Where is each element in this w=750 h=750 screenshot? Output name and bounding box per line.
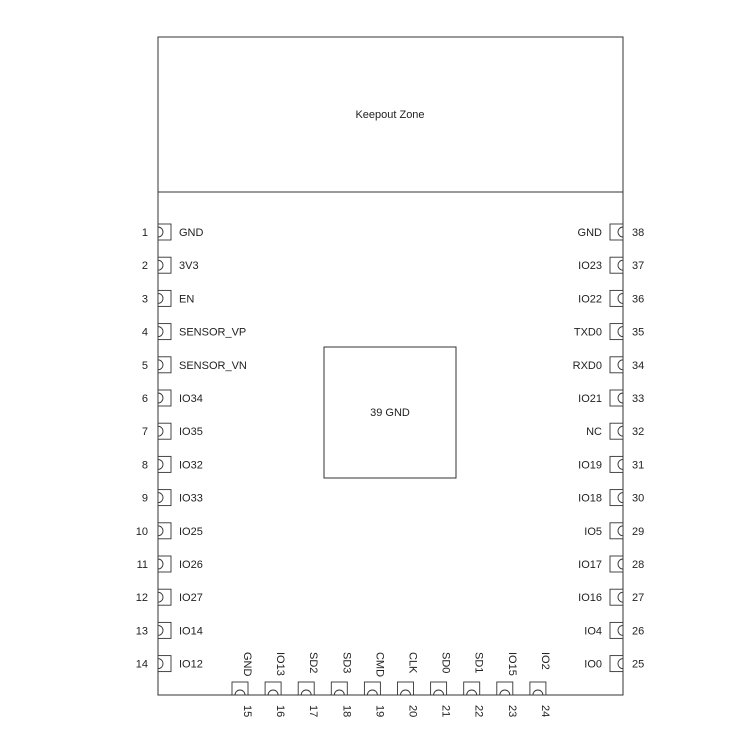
pin-number: 27 <box>632 592 645 605</box>
pin-18 <box>331 652 352 717</box>
pin-name: IO18 <box>578 492 602 505</box>
pin-pad <box>158 490 171 506</box>
pin-name: IO5 <box>584 525 602 538</box>
pin-25 <box>584 656 644 672</box>
pin-pad <box>265 682 281 695</box>
pin-number: 5 <box>141 359 148 372</box>
pin-number: 16 <box>274 705 287 718</box>
pin-5 <box>142 357 247 373</box>
pin-name: IO2 <box>538 652 551 670</box>
pin-38 <box>578 224 645 240</box>
pin-number: 38 <box>632 227 645 239</box>
pin-pad <box>398 682 414 695</box>
pin-number: 36 <box>632 293 645 306</box>
pin-name: IO14 <box>179 625 203 638</box>
pin-12 <box>136 589 203 605</box>
pin-name: GND <box>241 652 253 677</box>
pin-26 <box>584 622 644 638</box>
pin-number: 18 <box>340 705 353 718</box>
pin-pad <box>497 682 513 695</box>
pin-22 <box>464 652 485 717</box>
pin-9 <box>142 490 203 506</box>
pin-pad <box>610 357 623 373</box>
pin-number: 32 <box>632 426 645 439</box>
pin-number: 1 <box>141 227 148 239</box>
pin-name: 3V3 <box>179 260 199 273</box>
pin-number: 13 <box>135 625 148 638</box>
pin-name: SD0 <box>439 652 452 674</box>
pin-number: 4 <box>141 326 148 339</box>
pin-name: IO12 <box>179 658 203 671</box>
pin-name: IO19 <box>578 459 602 472</box>
pin-name: IO32 <box>179 459 203 472</box>
pin-36 <box>578 290 644 306</box>
pin-pad <box>530 682 546 695</box>
pin-name: IO33 <box>179 492 203 505</box>
pin-number: 23 <box>505 705 518 718</box>
pin-number: 11 <box>136 559 148 571</box>
pin-name: IO21 <box>578 393 602 405</box>
pin-name: IO27 <box>179 592 203 605</box>
pin-pad <box>158 656 171 672</box>
pin-pad <box>158 589 171 605</box>
pin-32 <box>586 423 644 439</box>
pin-pad <box>610 556 623 572</box>
pin-number: 26 <box>632 625 645 638</box>
pin-pad <box>610 456 623 472</box>
pin-number: 22 <box>472 705 485 718</box>
pin-name: IO16 <box>578 592 602 605</box>
pin-37 <box>578 257 644 273</box>
pin-name: CLK <box>406 652 419 674</box>
pin-pad <box>364 682 380 695</box>
pin-pad <box>158 622 171 638</box>
pin-pad <box>158 423 171 439</box>
pin-17 <box>298 652 319 717</box>
pin-name: IO34 <box>179 393 203 405</box>
pin-number: 30 <box>632 492 645 505</box>
pin-pad <box>610 589 623 605</box>
pin-33 <box>578 390 644 406</box>
pin-pad <box>431 682 447 695</box>
pin-number: 10 <box>135 525 148 538</box>
pin-name: GND <box>577 227 602 239</box>
pin-pad <box>298 682 314 695</box>
pin-30 <box>578 490 644 506</box>
pin-number: 8 <box>141 459 148 472</box>
right-pin-column <box>573 224 645 672</box>
pin-28 <box>578 556 644 572</box>
pin-name: IO13 <box>274 652 287 676</box>
pin-name: IO0 <box>584 658 602 671</box>
pin-number: 7 <box>141 426 148 439</box>
pin-name: IO23 <box>578 260 602 273</box>
pin-pad <box>158 390 171 406</box>
pin-pad <box>610 423 623 439</box>
pin-number: 31 <box>632 459 645 472</box>
pin-13 <box>136 622 203 638</box>
pin-name: IO26 <box>179 559 203 571</box>
pin-pad <box>610 656 623 672</box>
pin-name: SENSOR_VN <box>179 359 247 372</box>
pin-pad <box>232 682 248 695</box>
pin-number: 14 <box>135 658 148 671</box>
pin-pad <box>331 682 347 695</box>
pin-number: 35 <box>632 326 645 339</box>
pin-pad <box>464 682 480 695</box>
pin-29 <box>584 523 644 539</box>
pin-number: 33 <box>632 393 645 405</box>
pin-10 <box>136 523 203 539</box>
pin-pad <box>158 456 171 472</box>
pin-name: SD1 <box>472 652 485 674</box>
pin-16 <box>265 652 286 717</box>
pin-14 <box>136 656 203 672</box>
pin-pad <box>610 257 623 273</box>
pin-number: 12 <box>135 592 148 605</box>
pin-name: SD2 <box>307 652 320 674</box>
pin-pad <box>610 523 623 539</box>
pin-name: EN <box>179 293 195 306</box>
pin-pad <box>158 257 171 273</box>
pin-31 <box>578 456 644 472</box>
pin-name: CMD <box>373 652 386 678</box>
pin-1 <box>142 224 204 240</box>
pin-21 <box>431 652 452 717</box>
pin-number: 20 <box>406 705 419 718</box>
pin-pad <box>158 290 171 306</box>
pin-pad <box>610 622 623 638</box>
pin-8 <box>142 456 203 472</box>
pin-number: 2 <box>141 260 148 273</box>
keepout-zone-label: Keepout Zone <box>355 109 425 121</box>
pin-name: IO17 <box>578 559 602 571</box>
pin-pad <box>158 324 171 340</box>
pin-34 <box>573 357 645 373</box>
pin-name: RXD0 <box>572 359 602 372</box>
pin-number: 24 <box>538 705 551 718</box>
pin-20 <box>398 652 419 717</box>
pin-number: 15 <box>241 705 253 718</box>
pin-name: NC <box>586 426 602 439</box>
pin-name: SENSOR_VP <box>179 326 247 339</box>
pin-number: 34 <box>632 359 645 372</box>
pin-pad <box>158 357 171 373</box>
pin-name: IO4 <box>584 625 602 638</box>
pin-6 <box>142 390 203 406</box>
pin-number: 19 <box>373 705 386 718</box>
pin-7 <box>142 423 203 439</box>
pin-name: TXD0 <box>573 326 602 339</box>
pin-name: IO15 <box>505 652 518 676</box>
pin-27 <box>578 589 644 605</box>
pin-pad <box>610 224 623 240</box>
pin-pad <box>158 224 171 240</box>
pin-name: IO22 <box>578 293 602 306</box>
pin-24 <box>530 652 551 717</box>
pin-name: GND <box>179 227 204 239</box>
pin-number: 25 <box>632 658 645 671</box>
pin-15 <box>232 652 253 717</box>
pin-pad <box>158 523 171 539</box>
pin-number: 28 <box>632 559 645 571</box>
pin-name: IO25 <box>179 525 203 538</box>
pin-number: 37 <box>632 260 645 273</box>
pin-number: 21 <box>439 705 452 718</box>
pin-pad <box>610 290 623 306</box>
pin-number: 9 <box>141 492 148 505</box>
pin-name: SD3 <box>340 652 353 674</box>
pin-pad <box>610 390 623 406</box>
pin-11 <box>137 556 203 572</box>
pin-pad <box>158 556 171 572</box>
pin-number: 3 <box>141 293 148 306</box>
left-pin-column <box>136 224 247 672</box>
pin-name: IO35 <box>179 426 203 439</box>
pin-pad <box>610 490 623 506</box>
center-pad-label: 39 GND <box>370 407 410 419</box>
pin-number: 6 <box>141 393 148 405</box>
pin-number: 17 <box>307 705 320 718</box>
pin-35 <box>574 324 644 340</box>
pin-19 <box>364 652 385 717</box>
bottom-pin-row <box>232 652 551 717</box>
pin-3 <box>142 290 194 306</box>
pin-number: 29 <box>632 525 645 538</box>
pin-23 <box>497 652 518 717</box>
pin-2 <box>142 257 199 273</box>
pin-pad <box>610 324 623 340</box>
